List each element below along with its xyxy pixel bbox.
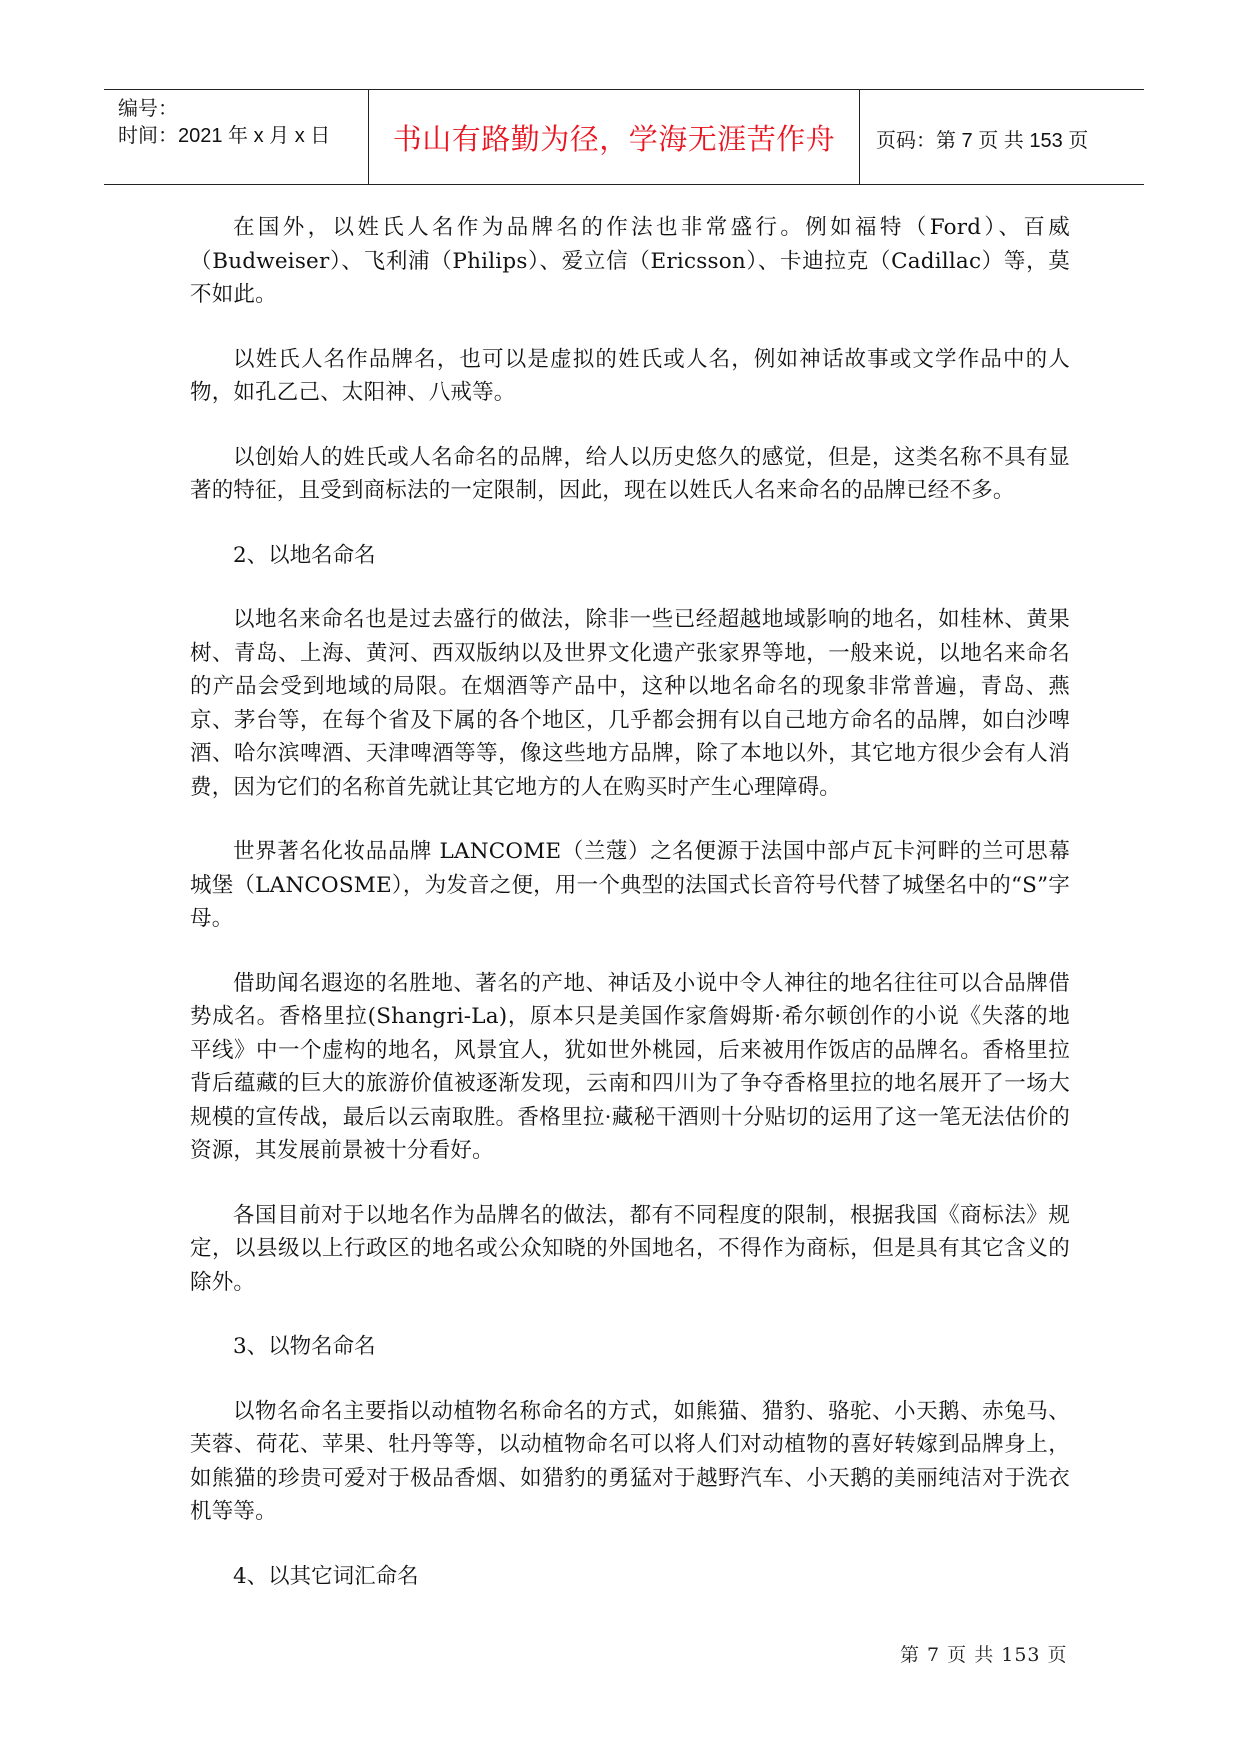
paragraph: 以地名来命名也是过去盛行的做法，除非一些已经超越地域影响的地名，如桂林、黄果树、青岛、上海、黄河、西双版纳以及世界文化遗产张家界等地，一般来说，以地名来命名的产品会受到地域的局限。在烟酒等产品中，这种以地名命名的现象非常普遍，青岛、燕京、茅台等，在每个省及下属的各个地区，几乎都会拥有以自己地方命名的品牌，如白沙啤酒、哈尔滨啤酒、天津啤酒等等，像这些地方品牌，除了本地以外，其它地方很少会有人消费，因为它们的名称首先就让其它地方的人在购买时产生心理障碍。: [190, 607, 1070, 800]
paragraph: 各国目前对于以地名作为品牌名的做法，都有不同程度的限制，根据我国《商标法》规定，以县级以上行政区的地名或公众知晓的外国地名，不得作为商标，但是具有其它含义的除外。: [190, 1202, 1070, 1295]
document-header: [104, 89, 1144, 185]
paragraph: 以物名命名主要指以动植物名称命名的方式，如熊猫、猎豹、骆驼、小天鹅、赤兔马、芙蓉、荷花、苹果、牡丹等等，以动植物命名可以将人们对动植物的喜好转嫁到品牌身上，如熊猫的珍贵可爱对于极品香烟、如猎豹的勇猛对于越野汽车、小天鹅的美丽纯洁对于洗衣机等等。: [190, 1398, 1070, 1524]
document-time-label: 时间：2021 年 x 月 x 日: [118, 125, 331, 147]
header-page-cell: [860, 90, 1144, 184]
document-number-label: 编号：: [118, 98, 178, 120]
section-heading: 4、以其它词汇命名: [233, 1563, 419, 1589]
paragraph: 以姓氏人名作品牌名，也可以是虚拟的姓氏或人名，例如神话故事或文学作品中的人物，如孔乙己、太阳神、八戒等。: [190, 346, 1070, 405]
section-heading: 3、以物名命名: [233, 1334, 376, 1359]
header-motto: 书山有路勤为径，学海无涯苦作舟: [392, 122, 836, 156]
paragraph: 借助闻名遐迩的名胜地、著名的产地、神话及小说中令人神往的地名往往可以合品牌借势成名。香格里拉(Shangri-La)，原本只是美国作家詹姆斯·希尔顿创作的小说《失落的地平线》中一个虚构的地名，风景宜人，犹如世外桃园，后来被用作饭店的品牌名。香格里拉背后蕴藏的巨大的旅游价值被逐渐发现，云南和四川为了争夺香格里拉的地名展开了一场大规模的宣传战，最后以云南取胜。香格里拉·藏秘干酒则十分贴切的运用了这一笔无法估价的资源，其发展前景被十分看好。: [190, 970, 1070, 1163]
paragraph: 世界著名化妆品品牌 LANCOME（兰蔻）之名便源于法国中部卢瓦卡河畔的兰可思幕城堡（LANCOSME），为发音之便，用一个典型的法国式长音符号代替了城堡名中的“S”字母。: [190, 839, 1070, 931]
page-footer: 第 7 页 共 153 页: [900, 1644, 1068, 1666]
header-motto-cell: [369, 90, 860, 184]
header-page-number: 页码：第 7 页 共 153 页: [876, 130, 1089, 152]
section-heading: 2、以地名命名: [233, 542, 376, 568]
document-body: [190, 211, 1070, 1624]
paragraph: 以创始人的姓氏或人名命名的品牌，给人以历史悠久的感觉，但是，这类名称不具有显著的特征，且受到商标法的一定限制，因此，现在以姓氏人名来命名的品牌已经不多。: [190, 444, 1070, 503]
paragraph: 在国外，以姓氏人名作为品牌名的作法也非常盛行。例如福特（Ford）、百威（Budweiser）、飞利浦（Philips）、爱立信（Ericsson）、卡迪拉克（Cadillac）等，莫不如此。: [190, 215, 1070, 307]
header-meta-cell: [104, 90, 369, 184]
